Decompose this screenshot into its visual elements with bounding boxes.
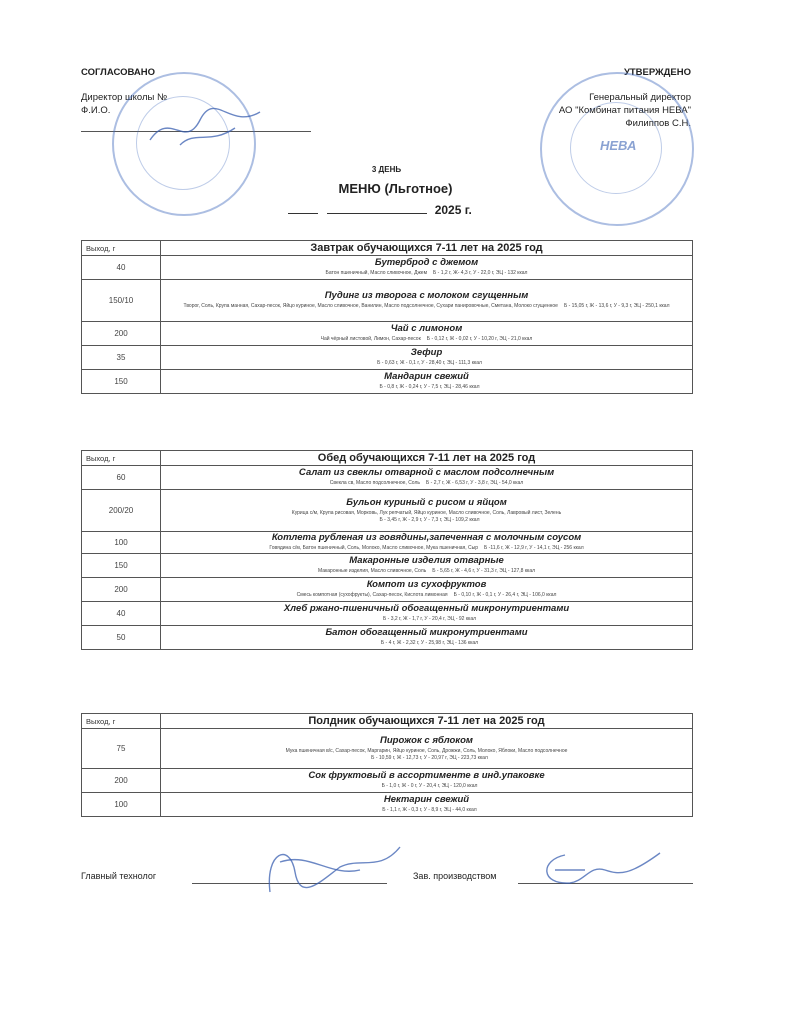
dish-name: Макаронные изделия отварные [349,555,504,566]
dish-nutrition: Б - 0,8 г, Ж - 0,24 г, У - 7,5 г, ЭЦ - 28,46 ккал [379,384,480,390]
dish-ingredients: Чай чёрный листовой, Лимон, Сахар-песок [320,336,421,342]
meal-title: Завтрак обучающихся 7-11 лет на 2025 год [161,241,693,256]
dish-nutrition: Б -11,6 г, Ж - 12,9 г, У - 14,1 г, ЭЦ - 256 ккал [484,545,584,551]
dish-cell [161,793,693,817]
general-director-role: Генеральный директор [589,92,691,103]
dish-cell [161,729,693,769]
dish-nutrition: Б - 1,0 г, Ж - 0 г, У - 20,4 г, ЭЦ - 120,0 ккал [381,783,478,789]
table-row [82,769,693,793]
table-row [82,370,693,394]
table-row [82,346,693,370]
dish-cell [161,280,693,322]
dish-yield: 40 [82,256,161,280]
dish-name: Пудинг из творога с молоком сгущенным [324,290,529,301]
dish-details [161,302,692,311]
table-row [82,626,693,650]
director-signature-icon [140,100,270,160]
dish-name: Пирожок с яблоком [380,734,473,746]
table-row [82,532,693,554]
dish-name: Чай с лимоном [390,323,463,334]
dish-ingredients: Говядина с/м, Батон пшеничный, Соль, Молоко, Масло сливочное, Мука пшеничная, Сыр [269,545,478,551]
yield-column-header: Выход, г [82,241,161,256]
dish-nutrition: Б - 1,1 г, Ж - 0,3 г, У - 8,9 г, ЭЦ - 44,0 ккал [382,807,477,813]
dish-name: Батон обогащенный микронутриентами [325,627,528,638]
dish-ingredients: Курица с/м, Крупа рисовая, Морковь, Лук репчатый, Яйцо куриное, Масло сливочное, Соль, Лавровый лист, Зелень [291,509,562,516]
dish-details [161,567,692,576]
dish-details [161,782,692,791]
dish-details [161,639,692,648]
dish-nutrition: Б - 3,2 г, Ж - 1,7 г, У - 20,4 г, ЭЦ - 92 ккал [382,616,477,622]
dish-name: Сок фруктовый в ассортименте в инд.упаковке [308,770,545,781]
meal-title: Обед обучающихся 7-11 лет на 2025 год [161,451,693,466]
dish-details [161,359,692,368]
dish-name: Бульон куриный с рисом и яйцом [346,496,507,508]
date-line: 2025 г. [288,203,472,217]
dish-yield: 75 [82,729,161,769]
table-row [82,280,693,322]
dish-yield: 150/10 [82,280,161,322]
director-fio: Ф.И.О. [81,105,111,116]
dish-ingredients: Смесь компотная (сухофрукты), Сахар-песок, Кислота лимонная [296,592,448,598]
dish-details [161,383,692,392]
table-row [82,793,693,817]
meal-header-row [82,714,693,729]
table-row [82,490,693,532]
dish-details [161,806,692,815]
table-row [82,602,693,626]
dish-details [161,335,692,344]
dish-cell [161,370,693,394]
dish-yield: 200 [82,322,161,346]
snack-table [81,713,693,817]
dish-nutrition: Б - 0,12 г, Ж - 0,02 г, У - 10,20 г, ЭЦ - 21,0 ккал [426,336,533,342]
dish-yield: 150 [82,370,161,394]
dish-nutrition: Б - 2,7 г, Ж - 6,53 г, У - 3,8 г, ЭЦ - 54,0 ккал [426,480,524,486]
dish-ingredients: Творог, Соль, Крупа манная, Сахар-песок, Яйцо куриное, Масло сливочное, Ванилин, Масло подсолнечное, Сухари панировочные, Сметана, Молоко сгущенное [183,303,558,309]
dish-yield: 100 [82,793,161,817]
dish-yield: 200/20 [82,490,161,532]
dish-details [161,544,692,553]
dish-nutrition: Б - 1,2 г, Ж- 4,3 г, У - 22,0 г, ЭЦ - 132 ккал [433,270,528,276]
dish-yield: 150 [82,554,161,578]
dish-yield: 200 [82,769,161,793]
dish-cell [161,256,693,280]
dish-name: Котлета рубленая из говядины,запеченная с молочным соусом [271,532,582,543]
dish-yield: 200 [82,578,161,602]
dish-ingredients: Свекла св, Масло подсолнечное, Соль [329,480,420,486]
dish-cell [161,578,693,602]
dish-yield: 100 [82,532,161,554]
stamp-brand: НЕВА [600,138,637,153]
dish-details [161,509,692,525]
chief-technologist-label: Главный технолог [81,871,157,881]
agreed-label: СОГЛАСОВАНО [81,67,155,78]
meal-header-row [82,241,693,256]
dish-cell [161,532,693,554]
table-row [82,466,693,490]
dish-nutrition: Б - 0,63 г, Ж - 0,1 г, У - 28,40 г, ЭЦ - 111,3 ккал [377,360,482,366]
table-row [82,729,693,769]
dish-cell [161,554,693,578]
dish-name: Зефир [410,347,443,358]
table-row [82,256,693,280]
dish-details [161,479,692,488]
dish-cell [161,626,693,650]
production-head-label: Зав. производством [413,871,497,881]
technologist-signature-icon [250,832,410,902]
production-signature-icon [535,845,675,895]
director-role: Директор школы № [81,92,168,103]
dish-cell [161,769,693,793]
dish-yield: 50 [82,626,161,650]
table-row [82,554,693,578]
general-director-name: Филиппов С.Н. [625,118,691,129]
dish-yield: 60 [82,466,161,490]
yield-column-header: Выход, г [82,714,161,729]
lunch-table [81,450,693,650]
dish-ingredients: Мука пшеничная в/с, Сахар-песок, Маргарин, Яйцо куриное, Соль, Дрожжи, Соль, Молоко, Яблоки, Масло подсолнечное [285,747,568,754]
approved-label: УТВЕРЖДЕНО [623,67,691,78]
dish-details [161,615,692,624]
dish-nutrition: Б - 10,59 г, Ж - 12,73 г, У - 20,97 г, ЭЦ - 223,73 ккал [371,754,488,761]
dish-nutrition: Б - 5,65 г, Ж - 4,6 г, У - 31,3 г, ЭЦ - 127,8 ккал [432,568,536,574]
meal-header-row [82,451,693,466]
menu-title: МЕНЮ (Льготное) [338,181,453,196]
dish-details [161,747,692,763]
dish-name: Компот из сухофруктов [366,579,487,590]
dish-nutrition: Б - 4 г, Ж - 2,32 г, У - 25,98 г, ЭЦ - 136 ккал [380,640,479,646]
meal-title: Полдник обучающихся 7-11 лет на 2025 год [161,714,693,729]
dish-name: Мандарин свежий [384,371,469,382]
dish-yield: 35 [82,346,161,370]
dish-nutrition: Б - 3,45 г, Ж - 2,9 г, У - 7,3 г, ЭЦ - 109,2 ккал [379,516,480,523]
dish-details [161,591,692,600]
day-label: 3 ДЕНЬ [371,165,402,174]
dish-name: Нектарин свежий [383,794,470,805]
table-row [82,578,693,602]
dish-cell [161,466,693,490]
dish-details [161,269,692,278]
dish-cell [161,602,693,626]
organization-name: АО "Комбинат питания НЕВА" [558,105,691,116]
dish-cell [161,322,693,346]
dish-name: Хлеб ржано-пшеничный обогащенный микронутриентами [283,603,570,614]
dish-cell [161,490,693,532]
breakfast-table [81,240,693,394]
dish-name: Салат из свеклы отварной с маслом подсолнечным [298,467,555,478]
table-row [82,322,693,346]
dish-yield: 40 [82,602,161,626]
dish-nutrition: Б - 15,05 г, Ж - 13,6 г, У - 9,3 г, ЭЦ - 250,1 ккал [563,303,670,309]
yield-column-header: Выход, г [82,451,161,466]
dish-nutrition: Б - 0,10 г, Ж - 0,1 г, У - 26,4 г, ЭЦ - 106,0 ккал [453,592,557,598]
dish-ingredients: Батон пшеничный, Масло сливочное, Джем [325,270,428,276]
dish-cell [161,346,693,370]
dish-ingredients: Макаронные изделия, Масло сливочное, Соль [317,568,427,574]
dish-name: Бутерброд с джемом [374,257,479,268]
company-stamp [540,72,694,226]
